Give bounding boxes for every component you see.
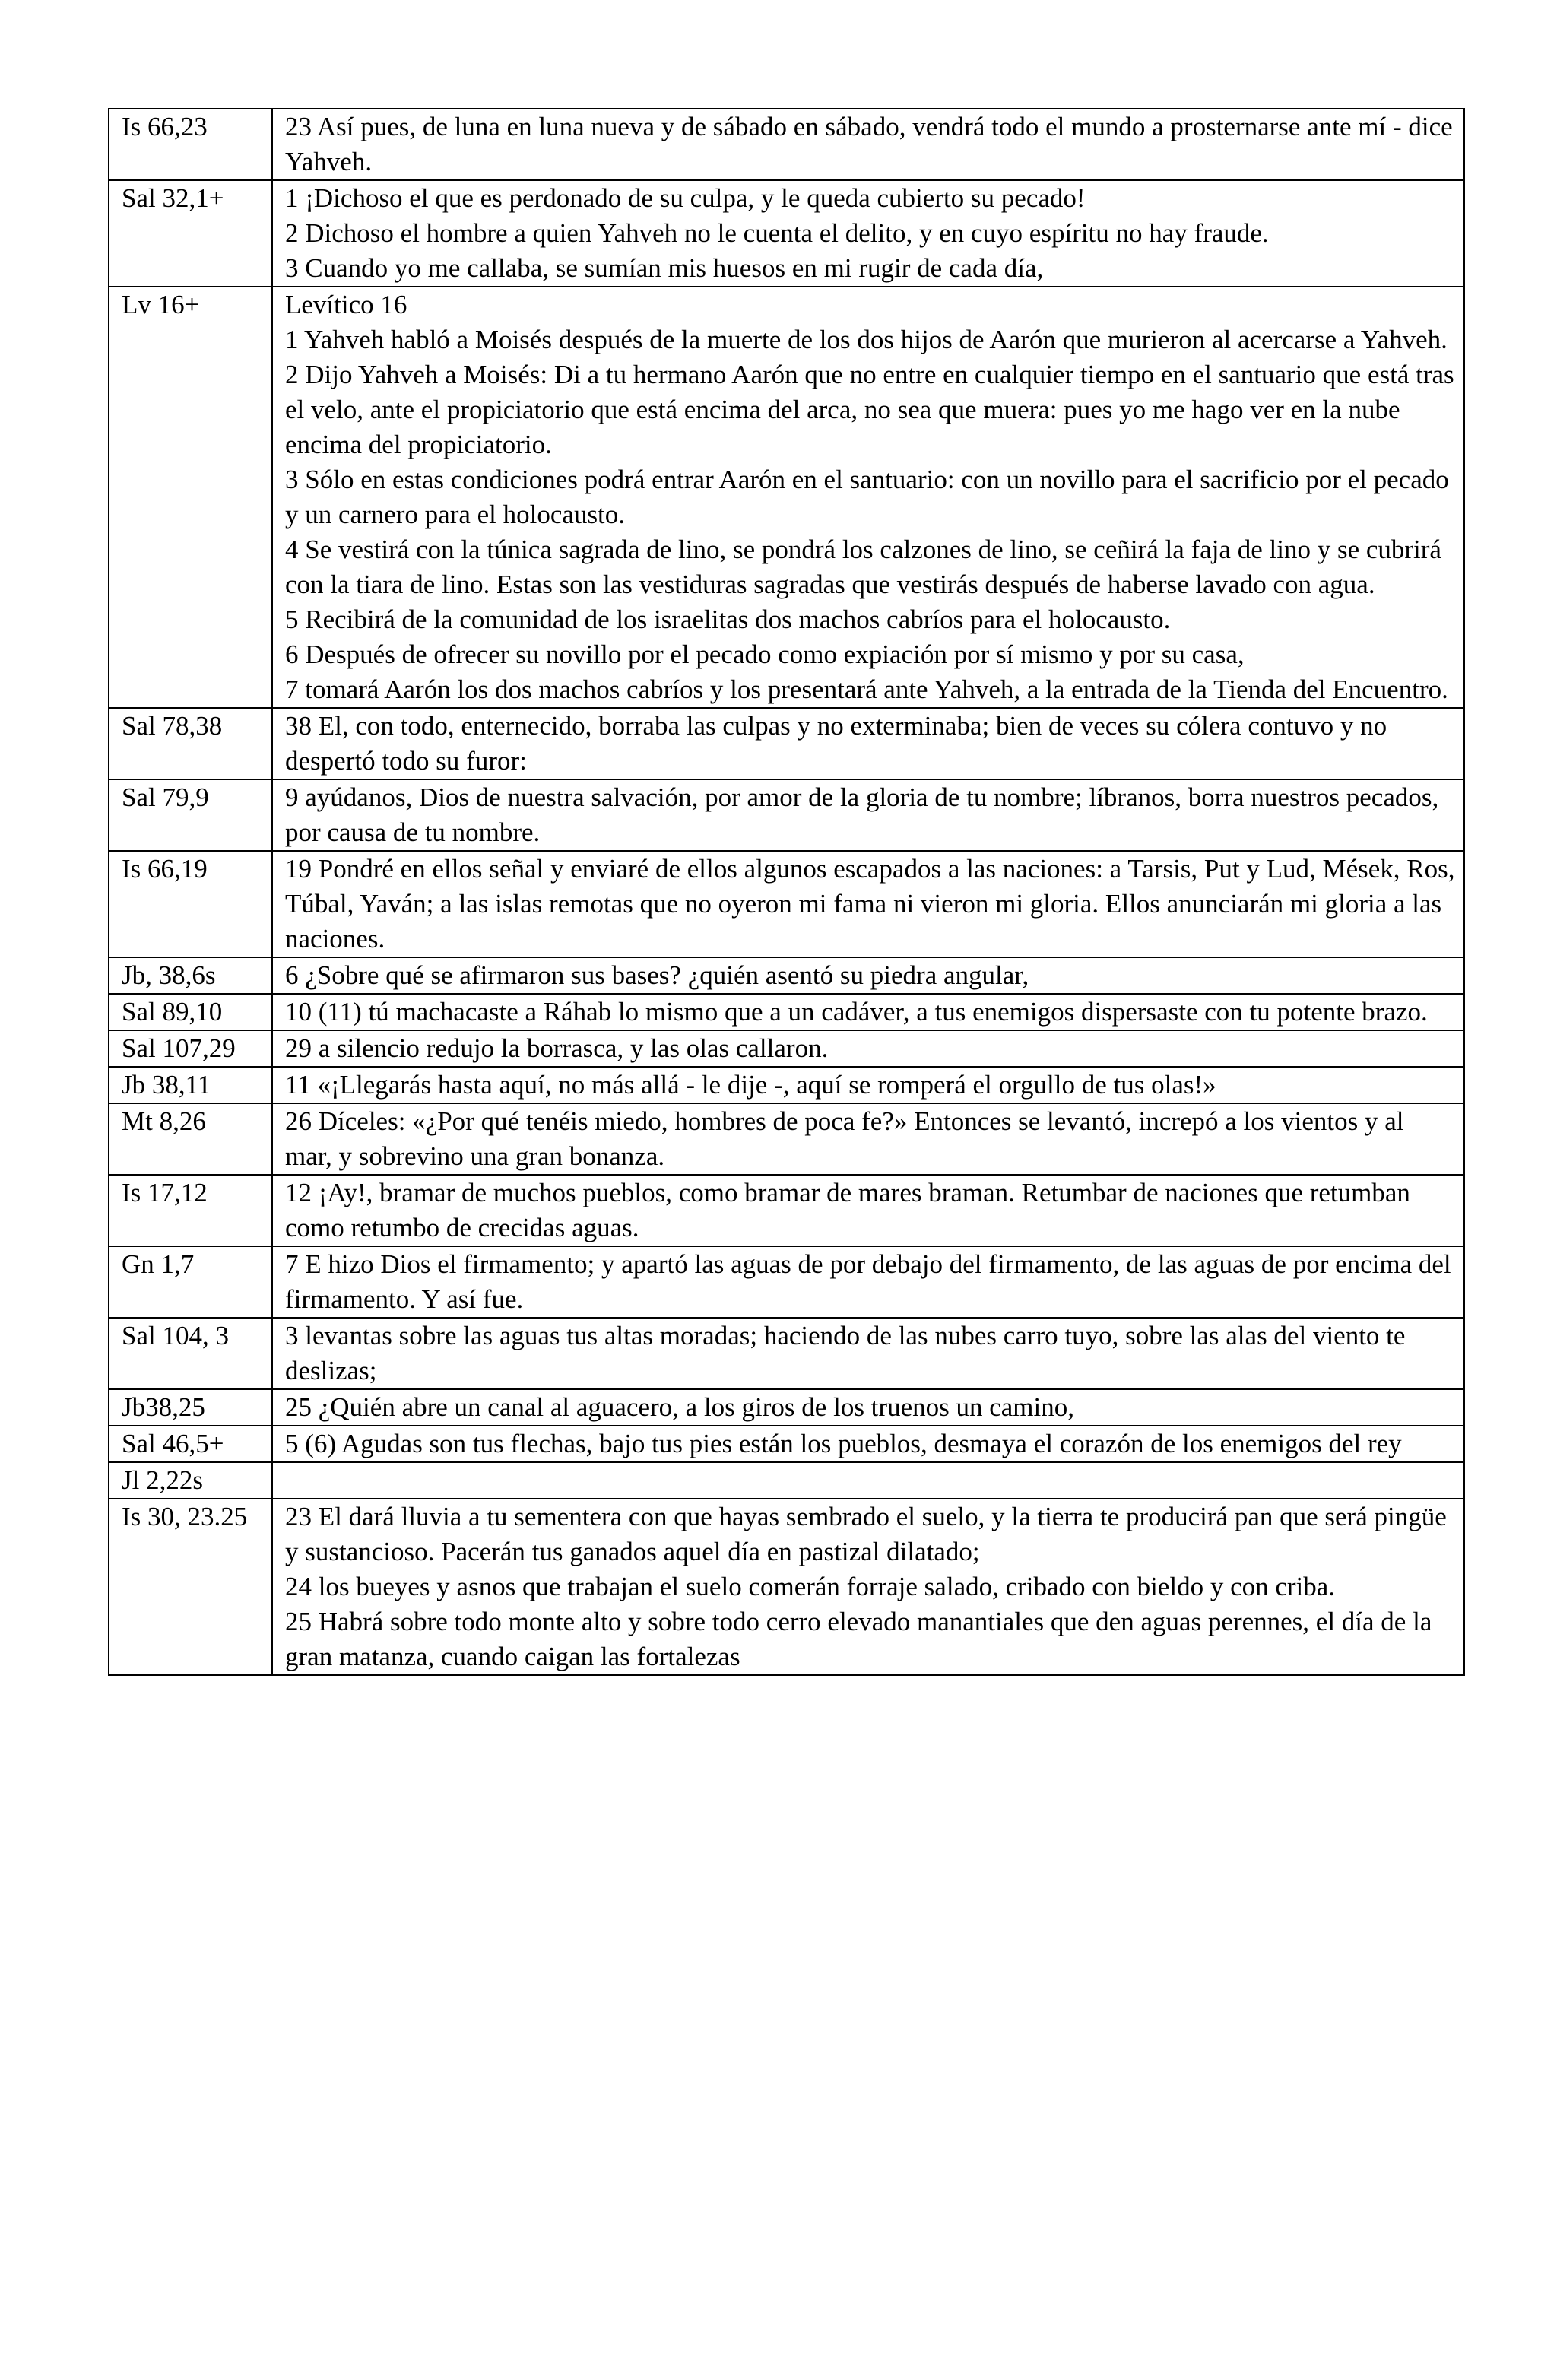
verse-cell (272, 1318, 1464, 1389)
verse-cell (272, 957, 1464, 994)
verse-cell (272, 287, 1464, 708)
table-row (109, 957, 1464, 994)
verse-line: 4 Se vestirá con la túnica sagrada de lino, se pondrá los calzones de lino, se ceñirá la faja de lino y se cubrirá con la tiara de lino. Estas son las vestiduras sagradas que vestirás después de haberse lavado con agua. (285, 535, 1441, 599)
table-row (109, 287, 1464, 708)
table-row (109, 1499, 1464, 1675)
table-row (109, 1462, 1464, 1499)
references-table (108, 108, 1465, 1676)
verse-line: 2 Dijo Yahveh a Moisés: Di a tu hermano Aarón que no entre en cualquier tiempo en el santuario que está tras el velo, ante el propiciatorio que está encima del arca, no sea que muera: pues yo me hago ver en la nube encima del propiciatorio. (285, 360, 1454, 459)
reference-cell: Sal 89,10 (109, 994, 272, 1030)
verse-cell (272, 1067, 1464, 1103)
verse-line: 11 «¡Llegarás hasta aquí, no más allá - le dije -, aquí se romperá el orgullo de tus olas!» (285, 1070, 1216, 1100)
table-row (109, 1067, 1464, 1103)
verse-line: 29 a silencio redujo la borrasca, y las olas callaron. (285, 1033, 829, 1063)
verse-line: 6 Después de ofrecer su novillo por el pecado como expiación por sí mismo y por su casa, (285, 639, 1245, 669)
verse-line: 24 los bueyes y asnos que trabajan el suelo comerán forraje salado, cribado con bieldo y con criba. (285, 1572, 1336, 1601)
verse-line: 6 ¿Sobre qué se afirmaron sus bases? ¿quién asentó su piedra angular, (285, 960, 1029, 990)
table-row (109, 1426, 1464, 1462)
verse-cell (272, 708, 1464, 779)
table-row (109, 109, 1464, 180)
verse-line: 1 ¡Dichoso el que es perdonado de su culpa, y le queda cubierto su pecado! (285, 183, 1086, 213)
reference-cell: Sal 107,29 (109, 1030, 272, 1067)
verse-line: Levítico 16 (285, 290, 407, 319)
verse-cell (272, 180, 1464, 287)
verse-line: 25 Habrá sobre todo monte alto y sobre todo cerro elevado manantiales que den aguas perennes, el día de la gran matanza, cuando caigan las fortalezas (285, 1607, 1432, 1671)
table-row (109, 1175, 1464, 1246)
table-row (109, 994, 1464, 1030)
verse-cell (272, 994, 1464, 1030)
verse-line: 10 (11) tú machacaste a Ráhab lo mismo que a un cadáver, a tus enemigos dispersaste con tu potente brazo. (285, 997, 1428, 1027)
reference-cell: Is 17,12 (109, 1175, 272, 1246)
verse-line: 25 ¿Quién abre un canal al aguacero, a los giros de los truenos un camino, (285, 1392, 1074, 1422)
verse-line: 7 tomará Aarón los dos machos cabríos y los presentará ante Yahveh, a la entrada de la Tienda del Encuentro. (285, 674, 1448, 704)
reference-cell: Jb38,25 (109, 1389, 272, 1426)
verse-cell (272, 1246, 1464, 1318)
reference-cell: Sal 79,9 (109, 779, 272, 851)
verse-line: 12 ¡Ay!, bramar de muchos pueblos, como bramar de mares braman. Retumbar de naciones que retumban como retumbo de crecidas aguas. (285, 1178, 1410, 1242)
verse-line: 38 El, con todo, enternecido, borraba las culpas y no exterminaba; bien de veces su cólera contuvo y no despertó todo su furor: (285, 711, 1387, 776)
verse-line: 2 Dichoso el hombre a quien Yahveh no le cuenta el delito, y en cuyo espíritu no hay fraude. (285, 218, 1269, 248)
reference-cell: Jb, 38,6s (109, 957, 272, 994)
verse-cell (272, 1499, 1464, 1675)
verse-line: 1 Yahveh habló a Moisés después de la muerte de los dos hijos de Aarón que murieron al acercarse a Yahveh. (285, 325, 1448, 354)
table-row (109, 708, 1464, 779)
reference-cell: Jb 38,11 (109, 1067, 272, 1103)
verse-line: 3 levantas sobre las aguas tus altas moradas; haciendo de las nubes carro tuyo, sobre las alas del viento te deslizas; (285, 1321, 1406, 1385)
verse-line: 5 Recibirá de la comunidad de los israelitas dos machos cabríos para el holocausto. (285, 605, 1171, 634)
verse-cell (272, 1175, 1464, 1246)
table-row (109, 1318, 1464, 1389)
verse-line: 5 (6) Agudas son tus flechas, bajo tus pies están los pueblos, desmaya el corazón de los enemigos del rey (285, 1429, 1402, 1458)
reference-cell: Is 30, 23.25 (109, 1499, 272, 1675)
verse-line: 23 El dará lluvia a tu sementera con que hayas sembrado el suelo, y la tierra te producirá pan que será pingüe y sustancioso. Pacerán tus ganados aquel día en pastizal dilatado; (285, 1502, 1447, 1566)
verse-line: 7 E hizo Dios el firmamento; y apartó las aguas de por debajo del firmamento, de las aguas de por encima del firmamento. Y así fue. (285, 1249, 1451, 1314)
reference-cell: Mt 8,26 (109, 1103, 272, 1175)
verse-cell (272, 109, 1464, 180)
reference-cell: Is 66,19 (109, 851, 272, 957)
verse-line: 26 Díceles: «¿Por qué tenéis miedo, hombres de poca fe?» Entonces se levantó, increpó a los vientos y al mar, y sobrevino una gran bonanza. (285, 1106, 1404, 1171)
table-row (109, 1246, 1464, 1318)
reference-cell: Jl 2,22s (109, 1462, 272, 1499)
verse-cell (272, 851, 1464, 957)
table-row (109, 779, 1464, 851)
table-row (109, 851, 1464, 957)
reference-cell: Is 66,23 (109, 109, 272, 180)
reference-cell: Sal 32,1+ (109, 180, 272, 287)
reference-cell: Sal 46,5+ (109, 1426, 272, 1462)
reference-cell: Gn 1,7 (109, 1246, 272, 1318)
verse-line: 19 Pondré en ellos señal y enviaré de ellos algunos escapados a las naciones: a Tarsis, Put y Lud, Mések, Ros, Túbal, Yaván; a las islas remotas que no oyeron mi fama ni vieron mi gloria. Ellos anunciarán mi gloria a las naciones. (285, 854, 1455, 954)
verse-cell (272, 1426, 1464, 1462)
verse-line: 9 ayúdanos, Dios de nuestra salvación, por amor de la gloria de tu nombre; líbranos, borra nuestros pecados, por causa de tu nombre. (285, 782, 1439, 847)
verse-cell (272, 1389, 1464, 1426)
reference-cell: Lv 16+ (109, 287, 272, 708)
verse-line: 3 Sólo en estas condiciones podrá entrar Aarón en el santuario: con un novillo para el sacrificio por el pecado y un carnero para el holocausto. (285, 465, 1449, 529)
table-row (109, 1030, 1464, 1067)
table-row (109, 1389, 1464, 1426)
reference-cell: Sal 104, 3 (109, 1318, 272, 1389)
verse-cell-empty (272, 1462, 1464, 1499)
reference-cell: Sal 78,38 (109, 708, 272, 779)
verse-cell (272, 779, 1464, 851)
verse-cell (272, 1030, 1464, 1067)
verse-cell (272, 1103, 1464, 1175)
table-row (109, 1103, 1464, 1175)
verse-line: 23 Así pues, de luna en luna nueva y de sábado en sábado, vendrá todo el mundo a prosternarse ante mí - dice Yahveh. (285, 112, 1453, 176)
verse-line: 3 Cuando yo me callaba, se sumían mis huesos en mi rugir de cada día, (285, 253, 1044, 283)
table-row (109, 180, 1464, 287)
